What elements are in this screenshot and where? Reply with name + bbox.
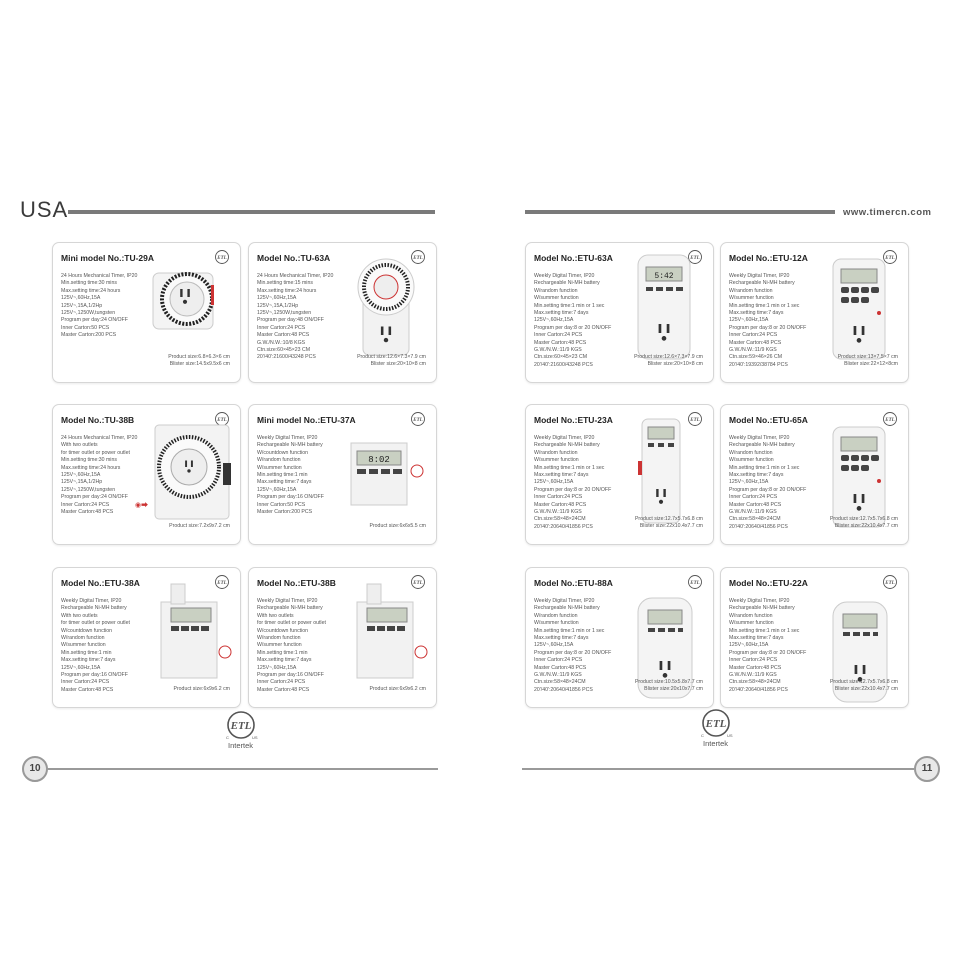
- product-specs: [61, 435, 137, 516]
- etl-badge-icon: [687, 574, 703, 590]
- product-size: [369, 686, 426, 693]
- size-line: Product size:12.7x5.7x6.8 cm: [829, 516, 898, 522]
- svg-text:ETL: ETL: [413, 256, 423, 261]
- size-line: Blister size:20x10x7.7 cm: [644, 686, 703, 693]
- size-line: Product size:10.5x5.8x7.7 cm: [634, 679, 703, 685]
- product-specs: [729, 598, 806, 694]
- spec-line: Inner Carton:24 PCS: [257, 324, 306, 331]
- product-image: [636, 417, 686, 532]
- page-title-usa: USA: [20, 197, 69, 222]
- page-number-left: 10: [22, 756, 48, 782]
- product-size: [838, 354, 898, 369]
- svg-text:5:42: 5:42: [654, 272, 674, 281]
- spec-line: Min.setting time:1 min: [257, 472, 308, 479]
- product-model-title: Model No.:ETU-23A: [534, 415, 613, 425]
- product-image: [153, 582, 233, 687]
- spec-line: 125V~,15A,1/2Hp: [61, 479, 103, 486]
- spec-line: Ctn.size:60×45×23 CM: [257, 347, 311, 354]
- spec-line: 125V~,1250W,tungsten: [61, 486, 116, 493]
- spec-line: Program per day:8 or 20 ON/OFF: [729, 486, 807, 493]
- svg-text:ETL: ETL: [217, 581, 227, 586]
- spec-line: Weekly Digital Timer, IP20: [61, 598, 122, 604]
- spec-line: W/summer function: [534, 295, 579, 302]
- product-specs: [534, 598, 611, 694]
- page-number-right: 11: [914, 756, 940, 782]
- spec-line: Ctn.size:58×48×24CM: [729, 679, 781, 686]
- spec-line: Max.setting time:7 days: [534, 472, 589, 479]
- svg-text:ETL: ETL: [217, 256, 227, 261]
- spec-line: 20'/40':20640/41856 PCS: [534, 523, 593, 530]
- size-line: Product size:6x6x5.5 cm: [369, 523, 426, 529]
- spec-line: 20'/40':19392/38784 PCS: [729, 361, 788, 368]
- spec-line: 125V~,60Hz,15A: [729, 479, 769, 486]
- spec-line: 20'/40':21600/43248 PCS: [534, 361, 593, 368]
- etl-listed-logo-left: [224, 708, 258, 742]
- product-model-title: Model No.:ETU-63A: [534, 253, 613, 263]
- svg-text:US: US: [252, 735, 258, 740]
- spec-line: Min.setting time:1 min or 1 sec: [729, 302, 800, 309]
- etl-badge-icon: [882, 574, 898, 590]
- product-model-title: Mini model No.:TU-29A: [61, 253, 155, 263]
- spec-line: Program per day:8 or 20 ON/OFF: [729, 649, 807, 656]
- svg-text:ETL: ETL: [885, 581, 895, 586]
- spec-line: Max.setting time:24 hours: [61, 464, 121, 471]
- spec-line: Min.setting time:30 mins: [61, 280, 117, 287]
- product-card: [248, 242, 437, 383]
- spec-line: W/countdown function: [257, 627, 309, 634]
- spec-line: Ctn.size:58×48×24CM: [729, 516, 781, 523]
- product-specs: [61, 598, 130, 694]
- product-size: [635, 679, 703, 694]
- spec-line: Program per day:24 ON/OFF: [61, 317, 128, 324]
- spec-line: Weekly Digital Timer, IP20: [534, 435, 595, 441]
- svg-text:ETL: ETL: [690, 581, 700, 586]
- product-card: [52, 567, 241, 708]
- product-card: [525, 404, 714, 545]
- svg-text:ETL: ETL: [690, 256, 700, 261]
- svg-text:ETL: ETL: [413, 581, 423, 586]
- spec-line: Master Carton:48 PCS: [257, 686, 310, 693]
- spec-line: Ctn.size:60×45×23 CM: [534, 354, 588, 361]
- spec-line: Max.setting time:7 days: [534, 635, 589, 642]
- spec-line: 125V~,60Hz,15A: [61, 472, 101, 479]
- product-card: [720, 242, 909, 383]
- spec-line: Min.setting time:1 min: [61, 649, 112, 656]
- spec-line: With two outlets: [257, 612, 294, 619]
- spec-line: Min.setting time:1 min or 1 sec: [729, 464, 800, 471]
- spec-line: Program per day:16 ON/OFF: [257, 672, 324, 679]
- spec-line: W/random function: [257, 635, 301, 642]
- spec-line: Inner Carton:24 PCS: [534, 494, 583, 501]
- spec-line: W/summer function: [534, 457, 579, 464]
- svg-text:C: C: [701, 733, 704, 738]
- spec-line: Min.setting time:1 min or 1 sec: [534, 627, 605, 634]
- size-line: Product size:6x9x6.2 cm: [173, 686, 230, 692]
- spec-line: 125V~,60Hz,15A: [534, 642, 574, 649]
- spec-line: Rechargeable Ni-MH battery: [534, 605, 600, 612]
- product-model-title: Model No.:ETU-88A: [534, 578, 613, 588]
- spec-line: Weekly Digital Timer, IP20: [257, 435, 318, 441]
- spec-line: Inner Carton:24 PCS: [534, 657, 583, 664]
- svg-text:ETL: ETL: [705, 718, 727, 730]
- spec-line: Master Carton:48 PCS: [61, 509, 114, 516]
- size-line: Product size:6x9x6.2 cm: [369, 686, 426, 692]
- product-card: [248, 567, 437, 708]
- spec-line: Max.setting time:24 hours: [61, 287, 121, 294]
- spec-line: Min.setting time:15 mins: [257, 280, 313, 287]
- spec-line: Max.setting time:7 days: [729, 310, 784, 317]
- spec-line: Inner Carton:24 PCS: [61, 679, 110, 686]
- spec-line: Program per day:24 ON/OFF: [61, 494, 128, 501]
- product-specs: [257, 273, 333, 362]
- spec-line: Rechargeable Ni-MH battery: [61, 605, 127, 612]
- spec-line: Min.setting time:1 min: [257, 649, 308, 656]
- spec-line: G.W./N.W.:11/9 KGS: [729, 509, 777, 516]
- spec-line: W/countdown function: [257, 449, 309, 456]
- spec-line: 125V~,60Hz,15A: [61, 664, 101, 671]
- spec-line: Program per day:16 ON/OFF: [61, 672, 128, 679]
- svg-text:US: US: [727, 733, 733, 738]
- spec-line: 125V~,60Hz,15A: [61, 295, 101, 302]
- spec-line: Rechargeable Ni-MH battery: [534, 442, 600, 449]
- spec-line: Master Carton:48 PCS: [534, 339, 587, 346]
- svg-text:ETL: ETL: [230, 720, 252, 732]
- spec-line: Inner Carton:24 PCS: [729, 494, 778, 501]
- spec-line: Max.setting time:7 days: [729, 472, 784, 479]
- product-model-title: Model No.:ETU-38A: [61, 578, 140, 588]
- spec-line: Program per day:8 or 20 ON/OFF: [534, 649, 612, 656]
- spec-line: Max.setting time:7 days: [534, 310, 589, 317]
- svg-text:8:02: 8:02: [368, 455, 390, 465]
- spec-line: Rechargeable Ni-MH battery: [257, 605, 323, 612]
- spec-line: W/random function: [257, 457, 301, 464]
- size-line: Product size:6.8×6.3×6 cm: [168, 354, 230, 360]
- spec-line: 125V~,60Hz,15A: [534, 317, 574, 324]
- product-specs: [534, 273, 611, 369]
- product-size: [830, 516, 898, 531]
- product-model-title: Model No.:TU-38B: [61, 415, 135, 425]
- product-specs: [729, 273, 806, 369]
- intertek-label-left: Intertek: [228, 741, 254, 750]
- spec-line: With two outlets: [61, 612, 98, 619]
- product-card: [248, 404, 437, 545]
- product-card: [720, 404, 909, 545]
- spec-line: Inner Carton:24 PCS: [729, 657, 778, 664]
- product-card: [720, 567, 909, 708]
- size-line: Product size:12.7x5.7x6.8 cm: [829, 679, 898, 685]
- spec-line: Ctn.size:58×48×24CM: [534, 679, 586, 686]
- product-image: [135, 423, 233, 528]
- product-card: [525, 242, 714, 383]
- website-url: www.timercn.com: [843, 207, 932, 218]
- spec-line: W/countdown function: [61, 627, 113, 634]
- product-specs: [257, 598, 326, 694]
- spec-line: Master Carton:48 PCS: [257, 332, 310, 339]
- spec-line: Weekly Digital Timer, IP20: [729, 598, 790, 604]
- spec-line: Inner Carton:50 PCS: [61, 324, 110, 331]
- size-line: Blister size:22x10.4x7.7 cm: [639, 523, 703, 530]
- svg-text:ETL: ETL: [885, 418, 895, 423]
- spec-line: for timer outlet or power outlet: [257, 620, 326, 627]
- spec-line: Min.setting time:1 min or 1 sec: [534, 464, 605, 471]
- spec-line: W/random function: [729, 612, 773, 619]
- spec-line: Inner Carton:24 PCS: [534, 332, 583, 339]
- spec-line: Max.setting time:7 days: [729, 635, 784, 642]
- size-line: Product size:12.6×7.3×7.9 cm: [634, 354, 703, 360]
- product-specs: [534, 435, 611, 531]
- spec-line: 20'/40':20640/41856 PCS: [729, 523, 788, 530]
- spec-line: Rechargeable Ni-MH battery: [257, 442, 323, 449]
- product-size: [634, 354, 703, 369]
- spec-line: 125V~,60Hz,15A: [729, 317, 769, 324]
- spec-line: Inner Carton:24 PCS: [257, 679, 306, 686]
- size-line: Product size:13×7.5×7 cm: [837, 354, 898, 360]
- product-specs: [257, 435, 324, 516]
- spec-line: Master Carton:48 PCS: [61, 686, 114, 693]
- spec-line: Rechargeable Ni-MH battery: [729, 280, 795, 287]
- product-size: [830, 679, 898, 694]
- spec-line: Program per day:8 or 20 ON/OFF: [729, 324, 807, 331]
- spec-line: 125V~,60Hz,15A: [257, 295, 297, 302]
- spec-line: G.W./N.W.:11/9 KGS: [534, 672, 582, 679]
- spec-line: G.W./N.W.:11/9 KGS: [729, 672, 777, 679]
- spec-line: W/random function: [61, 635, 105, 642]
- spec-line: G.W./N.W.:10/8 KGS: [257, 339, 306, 346]
- spec-line: Min.setting time:1 min or 1 sec: [534, 302, 605, 309]
- spec-line: W/summer function: [61, 642, 106, 649]
- svg-text:ETL: ETL: [690, 418, 700, 423]
- spec-line: W/random function: [729, 287, 773, 294]
- spec-line: Program per day:16 ON/OFF: [257, 494, 324, 501]
- spec-line: Program per day:8 or 20 ON/OFF: [534, 324, 612, 331]
- spec-line: Weekly Digital Timer, IP20: [257, 598, 318, 604]
- spec-line: Rechargeable Ni-MH battery: [729, 442, 795, 449]
- svg-text:◉⮕: ◉⮕: [135, 502, 149, 509]
- spec-line: 24 Hours Mechanical Timer, IP20: [257, 273, 334, 279]
- spec-line: 24 Hours Mechanical Timer, IP20: [61, 273, 138, 279]
- spec-line: G.W./N.W.:11/9 KGS: [534, 347, 582, 354]
- spec-line: 125V~,60Hz,15A: [257, 486, 297, 493]
- header-rule-right: [525, 210, 835, 214]
- product-size: [369, 523, 426, 530]
- svg-text:C: C: [226, 735, 229, 740]
- etl-badge-icon: [214, 249, 230, 265]
- spec-line: 125V~,60Hz,15A: [257, 664, 297, 671]
- spec-line: W/summer function: [257, 642, 302, 649]
- spec-line: Max.setting time:24 hours: [257, 287, 317, 294]
- size-line: Product size:12.7x5.7x6.8 cm: [634, 516, 703, 522]
- spec-line: Max.setting time:7 days: [257, 657, 312, 664]
- spec-line: Ctn.size:59×46×26 CM: [729, 354, 783, 361]
- product-image: [349, 582, 429, 687]
- spec-line: G.W./N.W.:11/9 KGS: [729, 347, 777, 354]
- product-size: [635, 516, 703, 531]
- product-image: [634, 253, 694, 368]
- intertek-label-right: Intertek: [703, 739, 729, 748]
- spec-line: W/summer function: [729, 620, 774, 627]
- spec-line: W/random function: [534, 287, 578, 294]
- size-line: Product size:12.6×7.3×7.9 cm: [357, 354, 426, 360]
- spec-line: With two outlets: [61, 442, 98, 449]
- spec-line: W/summer function: [729, 295, 774, 302]
- spec-line: Ctn.size:58×48×24CM: [534, 516, 586, 523]
- spec-line: 20'/40':20640/41856 PCS: [534, 686, 593, 693]
- spec-line: Rechargeable Ni-MH battery: [534, 280, 600, 287]
- spec-line: Program per day:8 or 20 ON/OFF: [534, 486, 612, 493]
- size-line: Product size:7.2x9x7.2 cm: [169, 523, 230, 529]
- spec-line: G.W./N.W.:11/9 KGS: [534, 509, 582, 516]
- product-model-title: Model No.:TU-63A: [257, 253, 331, 263]
- spec-line: Master Carton:48 PCS: [534, 664, 587, 671]
- spec-line: Rechargeable Ni-MH battery: [729, 605, 795, 612]
- spec-line: Max.setting time:7 days: [61, 657, 116, 664]
- product-image: [829, 600, 891, 715]
- spec-line: Max.setting time:7 days: [257, 479, 312, 486]
- spec-line: for timer outlet or power outlet: [61, 449, 130, 456]
- product-size: [168, 354, 230, 369]
- spec-line: Master Carton:200 PCS: [61, 332, 117, 339]
- spec-line: for timer outlet or power outlet: [61, 620, 130, 627]
- svg-text:ETL: ETL: [217, 418, 227, 423]
- spec-line: 125V~,60Hz,15A: [534, 479, 574, 486]
- product-model-title: Mini model No.:ETU-37A: [257, 415, 356, 425]
- product-model-title: Model No.:ETU-65A: [729, 415, 808, 425]
- spec-line: 125V~,60Hz,15A: [729, 642, 769, 649]
- product-specs: [729, 435, 806, 531]
- size-line: Blister size:22x10.4x7.7 cm: [834, 523, 898, 530]
- spec-line: Master Carton:48 PCS: [729, 664, 782, 671]
- spec-line: Inner Carton:50 PCS: [257, 501, 306, 508]
- spec-line: Weekly Digital Timer, IP20: [534, 598, 595, 604]
- spec-line: 125V~,15A,1/2Hp: [61, 302, 103, 309]
- product-card: [52, 242, 241, 383]
- svg-text:ETL: ETL: [885, 256, 895, 261]
- footer-rule-right: [522, 768, 914, 770]
- spec-line: W/random function: [534, 449, 578, 456]
- size-line: Blister size:20×10×8 cm: [370, 361, 426, 368]
- spec-line: Program per day:48 ON/OFF: [257, 317, 324, 324]
- product-image: [151, 265, 221, 340]
- product-model-title: Model No.:ETU-22A: [729, 578, 808, 588]
- svg-text:ETL: ETL: [413, 418, 423, 423]
- size-line: Blister size:22x10.4x7.7 cm: [834, 686, 898, 693]
- product-card: [52, 404, 241, 545]
- product-image: [345, 433, 425, 518]
- spec-line: W/summer function: [729, 457, 774, 464]
- spec-line: W/summer function: [534, 620, 579, 627]
- spec-line: Inner Carton:24 PCS: [729, 332, 778, 339]
- spec-line: Master Carton:48 PCS: [534, 501, 587, 508]
- header-rule-left: [68, 210, 435, 214]
- spec-line: 125V~,1250W,tungsten: [61, 310, 116, 317]
- size-line: Blister size:22×12×8cm: [844, 361, 898, 368]
- size-line: Blister size:14.5x9.5x6 cm: [169, 361, 230, 368]
- spec-line: Master Carton:48 PCS: [729, 339, 782, 346]
- etl-badge-icon: [410, 411, 426, 427]
- spec-line: Inner Carton:24 PCS: [61, 501, 110, 508]
- spec-line: Weekly Digital Timer, IP20: [729, 273, 790, 279]
- spec-line: W/summer function: [257, 464, 302, 471]
- spec-line: 125V~,1250W,tungsten: [257, 310, 312, 317]
- product-specs: [61, 273, 137, 340]
- etl-badge-icon: [687, 411, 703, 427]
- product-size: [357, 354, 426, 369]
- product-card: [525, 567, 714, 708]
- product-model-title: Model No.:ETU-12A: [729, 253, 808, 263]
- spec-line: Min.setting time:30 mins: [61, 457, 117, 464]
- product-image: [351, 257, 421, 362]
- size-line: Blister size:20×10×8 cm: [647, 361, 703, 368]
- spec-line: 20'/40':20640/41856 PCS: [729, 686, 788, 693]
- spec-line: Master Carton:200 PCS: [257, 509, 313, 516]
- spec-line: 125V~,15A,1/2Hp: [257, 302, 299, 309]
- product-model-title: Model No.:ETU-38B: [257, 578, 336, 588]
- etl-listed-logo-right: [699, 706, 733, 740]
- spec-line: W/random function: [729, 449, 773, 456]
- spec-line: Weekly Digital Timer, IP20: [729, 435, 790, 441]
- spec-line: 20'/40':21600/43248 PCS: [257, 354, 316, 361]
- footer-rule-left: [46, 768, 438, 770]
- spec-line: 24 Hours Mechanical Timer, IP20: [61, 435, 138, 441]
- spec-line: Weekly Digital Timer, IP20: [534, 273, 595, 279]
- product-size: [173, 686, 230, 693]
- spec-line: W/random function: [534, 612, 578, 619]
- spec-line: Min.setting time:1 min or 1 sec: [729, 627, 800, 634]
- spec-line: Master Carton:48 PCS: [729, 501, 782, 508]
- product-size: [169, 523, 230, 530]
